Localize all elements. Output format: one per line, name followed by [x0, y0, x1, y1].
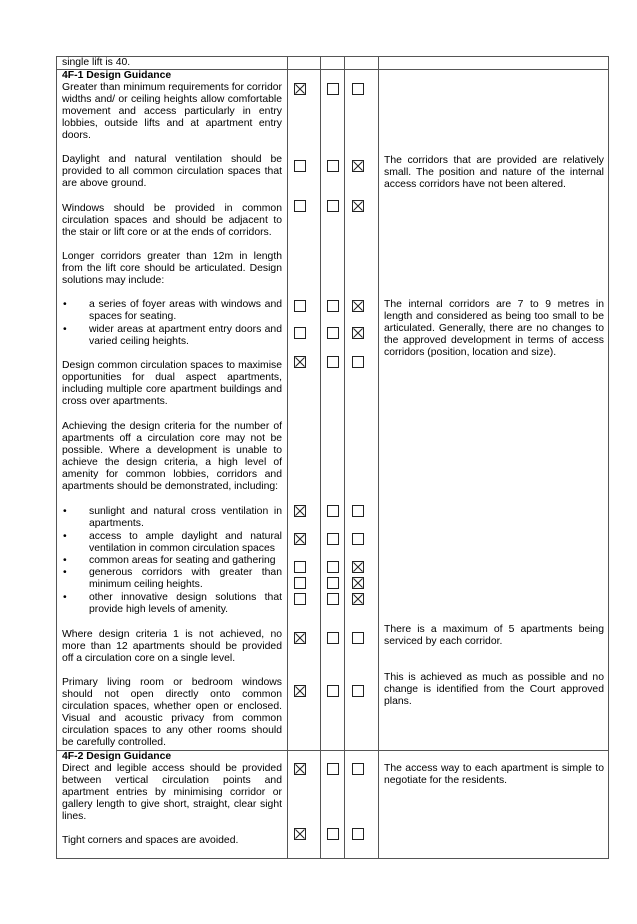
- cross-icon: [353, 594, 363, 604]
- checked-checkbox[interactable]: [352, 300, 364, 312]
- guidance-text: Where design criteria 1 is not achieved, no more than 12 apartments should be provided off a circulation core on a single level.: [62, 629, 282, 664]
- checkbox[interactable]: [327, 160, 339, 172]
- column-divider: [287, 57, 288, 858]
- cross-icon: [353, 161, 363, 171]
- checked-checkbox[interactable]: [294, 533, 306, 545]
- bullet-icon: •: [63, 531, 67, 542]
- bullet-text: a series of foyer areas with windows and spaces for seating.: [89, 299, 282, 322]
- checkbox[interactable]: [327, 200, 339, 212]
- guidance-text: Greater than minimum requirements for corridor widths and/ or ceiling heights allow comfortable movement and access particularly in entry lobbies, outside lifts and at apartment entry doors.: [62, 82, 283, 141]
- checked-checkbox[interactable]: [294, 828, 306, 840]
- guidance-text: Design common circulation spaces to maximise opportunities for dual aspect apartments, including multiple core apartment buildings and cross over apartments.: [62, 360, 282, 407]
- cross-icon: [353, 328, 363, 338]
- bullet-text: other innovative design solutions that provide high levels of amenity.: [89, 592, 282, 615]
- bullet-text: generous corridors with greater than minimum ceiling heights.: [89, 567, 282, 590]
- guidance-text: Direct and legible access should be provided between vertical circulation points and apartment entries by minimising corridor or gallery length to give short, straight, clear sight lines.: [62, 763, 282, 822]
- bullet-icon: •: [63, 592, 67, 603]
- checkbox[interactable]: [352, 763, 364, 775]
- checkbox[interactable]: [294, 160, 306, 172]
- checkbox[interactable]: [352, 828, 364, 840]
- guidance-text: Windows should be provided in common circulation spaces and should be adjacent to the stair or lift core or at the ends of corridors.: [62, 203, 282, 238]
- bullet-text: sunlight and natural cross ventilation in apartments.: [89, 506, 282, 529]
- guidance-text: Daylight and natural ventilation should be provided to all common circulation spaces that are above ground.: [62, 154, 282, 189]
- checkbox[interactable]: [327, 828, 339, 840]
- checked-checkbox[interactable]: [294, 83, 306, 95]
- checkbox[interactable]: [294, 593, 306, 605]
- comment-text: This is achieved as much as possible and no change is identified from the Court approved plans.: [384, 672, 604, 707]
- checked-checkbox[interactable]: [294, 505, 306, 517]
- checkbox[interactable]: [327, 83, 339, 95]
- checked-checkbox[interactable]: [352, 200, 364, 212]
- checked-checkbox[interactable]: [294, 763, 306, 775]
- bullet-text: common areas for seating and gathering: [89, 555, 276, 566]
- column-divider: [320, 57, 321, 858]
- checkbox[interactable]: [327, 505, 339, 517]
- comment-text: There is a maximum of 5 apartments being serviced by each corridor.: [384, 624, 604, 647]
- checkbox[interactable]: [294, 200, 306, 212]
- comment-text: The access way to each apartment is simple to negotiate for the residents.: [384, 763, 604, 786]
- checkbox[interactable]: [294, 300, 306, 312]
- checkbox[interactable]: [327, 577, 339, 589]
- checkbox[interactable]: [352, 356, 364, 368]
- checked-checkbox[interactable]: [294, 632, 306, 644]
- checkbox[interactable]: [294, 577, 306, 589]
- cross-icon: [353, 562, 363, 572]
- bullet-icon: •: [63, 567, 67, 578]
- checkbox[interactable]: [294, 327, 306, 339]
- cross-icon: [295, 506, 305, 516]
- comment-text: The corridors that are provided are relatively small. The position and nature of the internal access corridors have not been altered.: [384, 155, 604, 190]
- cross-icon: [295, 357, 305, 367]
- checked-checkbox[interactable]: [352, 593, 364, 605]
- bullet-icon: •: [63, 555, 67, 566]
- section-heading: 4F-1 Design Guidance: [62, 70, 172, 81]
- bullet-icon: •: [63, 324, 67, 335]
- cross-icon: [353, 578, 363, 588]
- checked-checkbox[interactable]: [294, 356, 306, 368]
- checkbox[interactable]: [327, 356, 339, 368]
- cross-icon: [353, 301, 363, 311]
- bullet-icon: •: [63, 506, 67, 517]
- checked-checkbox[interactable]: [352, 160, 364, 172]
- head-text: single lift is 40.: [62, 57, 131, 68]
- checkbox[interactable]: [352, 83, 364, 95]
- checked-checkbox[interactable]: [352, 327, 364, 339]
- column-divider: [344, 57, 345, 858]
- guidance-text: Achieving the design criteria for the number of apartments off a circulation core may not be possible. Where a development is unable to achieve the design criteria, a high level of amenity for common lobbies, corridors and apartments should be demonstrated, including:: [62, 421, 282, 492]
- bullet-text: wider areas at apartment entry doors and varied ceiling heights.: [89, 324, 282, 347]
- checkbox[interactable]: [294, 561, 306, 573]
- cross-icon: [295, 686, 305, 696]
- comment-text: The internal corridors are 7 to 9 metres in length and considered as being too small to be articulated. Generally, there are no changes to the approved development in terms of access corridors (position, location and size).: [384, 299, 604, 358]
- checkbox[interactable]: [327, 561, 339, 573]
- compliance-table: [56, 56, 609, 859]
- checkbox[interactable]: [352, 685, 364, 697]
- column-divider: [378, 57, 379, 858]
- checkbox[interactable]: [352, 533, 364, 545]
- cross-icon: [295, 829, 305, 839]
- checkbox[interactable]: [352, 505, 364, 517]
- cross-icon: [295, 633, 305, 643]
- checkbox[interactable]: [327, 533, 339, 545]
- checkbox[interactable]: [352, 632, 364, 644]
- checkbox[interactable]: [327, 632, 339, 644]
- guidance-text: Longer corridors greater than 12m in length from the lift core should be articulated. Design solutions may include:: [62, 251, 282, 286]
- bullet-text: access to ample daylight and natural ventilation in common circulation spaces: [89, 531, 282, 554]
- guidance-text: Tight corners and spaces are avoided.: [62, 835, 239, 846]
- checked-checkbox[interactable]: [294, 685, 306, 697]
- checked-checkbox[interactable]: [352, 561, 364, 573]
- guidance-text: Primary living room or bedroom windows should not open directly onto common circulation spaces, whether open or enclosed. Visual and acoustic privacy from common circulation spaces to any other rooms should be carefully controlled.: [62, 677, 282, 748]
- checkbox[interactable]: [327, 593, 339, 605]
- checkbox[interactable]: [327, 300, 339, 312]
- section-heading: 4F-2 Design Guidance: [62, 751, 172, 762]
- cross-icon: [295, 764, 305, 774]
- checkbox[interactable]: [327, 685, 339, 697]
- cross-icon: [295, 534, 305, 544]
- checkbox[interactable]: [327, 763, 339, 775]
- checked-checkbox[interactable]: [352, 577, 364, 589]
- checkbox[interactable]: [327, 327, 339, 339]
- cross-icon: [353, 201, 363, 211]
- cross-icon: [295, 84, 305, 94]
- bullet-icon: •: [63, 299, 67, 310]
